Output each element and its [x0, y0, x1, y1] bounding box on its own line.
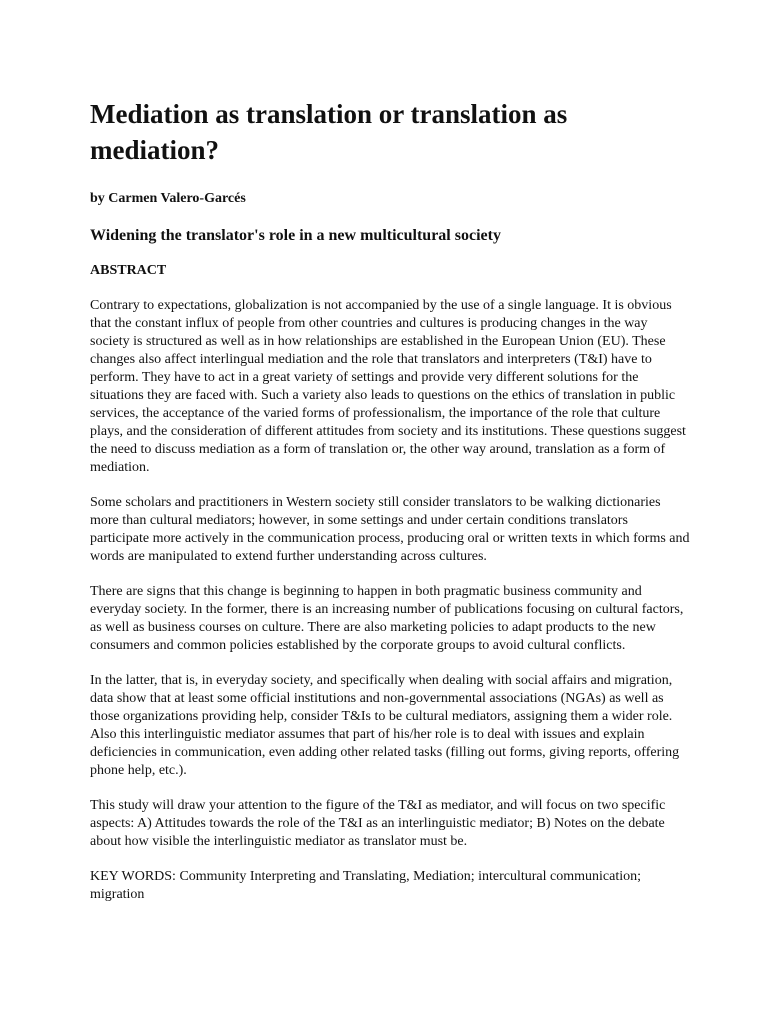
abstract-paragraph-2: Some scholars and practitioners in Western society still consider translators to be walking dictionaries more than cultural mediators; however, in some settings and under certain conditions translators participate more actively in the communication process, producing oral or written texts in which forms and words are manipulated to extend further understanding across cultures. [90, 495, 690, 564]
document-page [90, 96, 690, 904]
abstract-paragraph-1: Contrary to expectations, globalization is not accompanied by the use of a single language. It is obvious that the constant influx of people from other countries and cultures is producing changes in the way society is structured as well as in how relationships are established in the European Union (EU). These changes also affect interlingual mediation and the role that translators and interpreters (T&I) have to perform. They have to act in a great variety of settings and provide very different solutions for the situations they are faced with. Such a variety also leads to questions on the ethics of translation in public services, the acceptance of the varied forms of professionalism, the importance of the role that culture plays, and the consideration of different attitudes from society and its institutions. These questions suggest the need to discuss mediation as a form of translation or, the other way around, translation as a form of mediation. [90, 298, 686, 475]
abstract-heading: ABSTRACT [90, 263, 167, 278]
abstract-paragraph-5: This study will draw your attention to the figure of the T&I as mediator, and will focus on two specific aspects: A) Attitudes towards the role of the T&I as an interlinguistic mediator; B) Notes on the debate about how visible the interlinguistic mediator as translator must be. [90, 798, 666, 849]
abstract-paragraph-3: There are signs that this change is beginning to happen in both pragmatic business community and everyday society. In the former, there is an increasing number of publications focusing on cultural factors, as well as business courses on culture. There are also marketing policies to adapt products to the new consumers and common policies established by the corporate groups to avoid cultural conflicts. [90, 584, 684, 653]
author-byline: by Carmen Valero-Garcés [90, 191, 246, 206]
abstract-paragraph-4: In the latter, that is, in everyday society, and specifically when dealing with social affairs and migration, data show that at least some official institutions and non-governmental associations (NGAs) as well as those organizations providing help, consider T&Is to be cultural mediators, assigning them a wider role. Also this interlinguistic mediator assumes that part of his/her role is to deal with issues and explain deficiencies in communication, even adding other related tasks (filling out forms, giving reports, offering phone help, etc.). [90, 673, 680, 778]
keywords-line: KEY WORDS: Community Interpreting and Translating, Mediation; intercultural communication; migration [90, 869, 641, 902]
document-subtitle: Widening the translator's role in a new multicultural society [90, 227, 501, 244]
document-title: Mediation as translation or translation as mediation? [90, 99, 568, 165]
